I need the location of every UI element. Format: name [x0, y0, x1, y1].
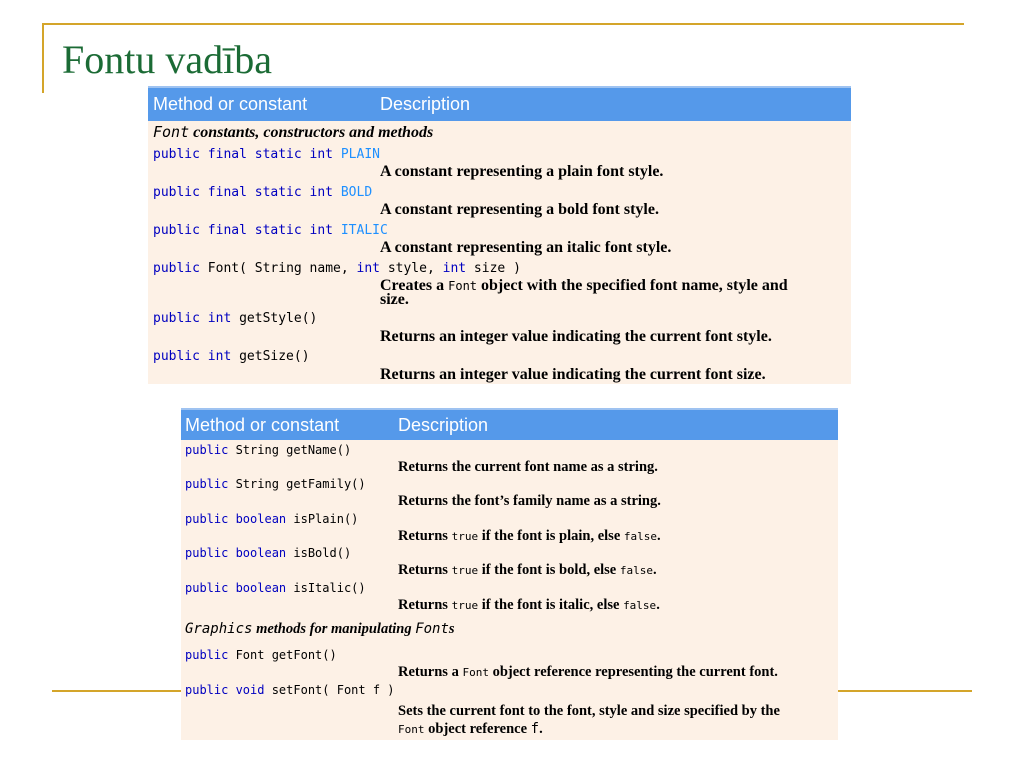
table-row-description: Returns the font’s family name as a string.: [398, 493, 661, 509]
code-keywords: public void: [185, 683, 272, 697]
section-class-name: Font: [153, 123, 190, 141]
section-text: s: [448, 621, 455, 637]
code-keywords: public boolean: [185, 512, 294, 526]
code-signature: setFont( Font f ): [271, 683, 395, 697]
constant-name: ITALIC: [340, 223, 388, 238]
code-signature: isBold(): [293, 546, 352, 560]
code-keywords: public final static int: [153, 185, 341, 200]
section-class-name: Font: [415, 621, 449, 637]
table-row-description: [398, 598, 660, 613]
desc-text: .: [539, 721, 543, 737]
desc-text: if the font is italic, else: [478, 597, 624, 613]
section-heading: [153, 125, 433, 141]
desc-inline-code: true: [451, 564, 479, 577]
header-method-or-constant: Method or constant: [185, 415, 340, 435]
table-row-code: [153, 186, 372, 199]
desc-text: .: [652, 562, 657, 578]
desc-inline-code: f: [530, 721, 540, 737]
code-keywords: public final static int: [153, 147, 341, 162]
desc-inline-code: false: [619, 564, 653, 577]
code-signature: size ): [466, 261, 521, 276]
desc-text: object reference representing the current font.: [488, 664, 778, 680]
table-row-description: Returns the current font name as a string.: [398, 459, 658, 475]
table-row-description: [398, 665, 778, 680]
code-signature: getSize(): [239, 349, 310, 364]
desc-text: Returns: [398, 528, 452, 544]
code-signature: isPlain(): [293, 512, 359, 526]
table-row-description: [398, 563, 657, 578]
desc-text: object reference: [424, 721, 531, 737]
desc-text: Returns: [398, 597, 452, 613]
code-keywords: public: [153, 261, 208, 276]
desc-text: Returns a: [398, 664, 463, 680]
table-row-code: [153, 312, 317, 325]
table-row-code: [185, 547, 351, 559]
table-row-code: [185, 649, 337, 661]
code-keyword: int: [356, 261, 380, 276]
desc-text: .: [657, 528, 661, 544]
table-row-description: A constant representing a plain font style.: [380, 163, 664, 180]
table-row-description-cont: [398, 722, 543, 737]
section-text: constants, constructors and methods: [189, 124, 434, 141]
table-row-code: [185, 684, 395, 696]
code-keywords: public int: [153, 311, 240, 326]
desc-inline-code: Font: [462, 666, 489, 679]
desc-text: .: [656, 597, 660, 613]
code-signature: isItalic(): [293, 581, 366, 595]
table-row-description: [380, 278, 788, 294]
desc-text: if the font is plain, else: [478, 528, 624, 544]
desc-inline-code: true: [451, 599, 479, 612]
table-row-description: A constant representing an italic font style.: [380, 239, 672, 256]
code-keywords: public boolean: [185, 581, 294, 595]
header-description: Description: [380, 94, 471, 114]
table-row-code: [153, 224, 388, 237]
section-text: methods for manipulating: [252, 621, 416, 637]
left-accent-rule: [42, 23, 44, 93]
header-description: Description: [398, 415, 489, 435]
desc-text: Returns: [398, 562, 452, 578]
code-signature: Font( String name,: [207, 261, 357, 276]
code-signature: Font getFont(): [235, 648, 337, 662]
desc-inline-code: Font: [448, 279, 478, 293]
desc-inline-code: false: [623, 530, 658, 543]
table-row-code: [153, 148, 380, 161]
table-row-code: [153, 262, 521, 275]
table-row-description: A constant representing a bold font style.: [380, 201, 659, 218]
table-row-description: [398, 529, 661, 544]
header-method-or-constant: Method or constant: [153, 94, 308, 114]
graphics-font-methods-table: [181, 408, 838, 740]
table-row-code: [185, 478, 366, 490]
desc-inline-code: Font: [398, 723, 425, 736]
constant-name: BOLD: [340, 185, 373, 200]
slide-title: Fontu vadība: [62, 37, 272, 82]
font-methods-table: [148, 86, 851, 384]
code-signature: style,: [380, 261, 443, 276]
desc-text: Creates a: [380, 277, 449, 294]
code-keywords: public final static int: [153, 223, 341, 238]
table-row-code: [153, 350, 310, 363]
constant-name: PLAIN: [340, 147, 380, 162]
top-accent-rule: [42, 23, 964, 25]
table-row-description: Sets the current font to the font, style and size specified by the: [398, 703, 780, 719]
code-signature: String getName(): [235, 443, 352, 457]
code-signature: getStyle(): [239, 311, 318, 326]
table-row-code: [185, 582, 366, 594]
table-row-code: [185, 444, 351, 456]
code-keywords: public int: [153, 349, 240, 364]
code-signature: String getFamily(): [235, 477, 366, 491]
desc-inline-code: false: [623, 599, 657, 612]
table-row-description: Returns an integer value indicating the current font style.: [380, 328, 772, 345]
code-keyword: int: [442, 261, 467, 276]
table-header: [148, 86, 851, 121]
desc-text: if the font is bold, else: [478, 562, 620, 578]
section-heading: [185, 622, 455, 637]
code-keywords: public: [185, 477, 236, 491]
table-header: [181, 408, 838, 440]
table-row-description-cont: size.: [380, 291, 409, 308]
desc-text: object with the specified font name, style and: [477, 277, 788, 294]
table-row-code: [185, 513, 358, 525]
table-row-description: Returns an integer value indicating the current font size.: [380, 366, 766, 383]
code-keywords: public: [185, 648, 236, 662]
section-class-name: Graphics: [185, 621, 253, 637]
desc-inline-code: true: [451, 530, 479, 543]
code-keywords: public boolean: [185, 546, 294, 560]
code-keywords: public: [185, 443, 236, 457]
